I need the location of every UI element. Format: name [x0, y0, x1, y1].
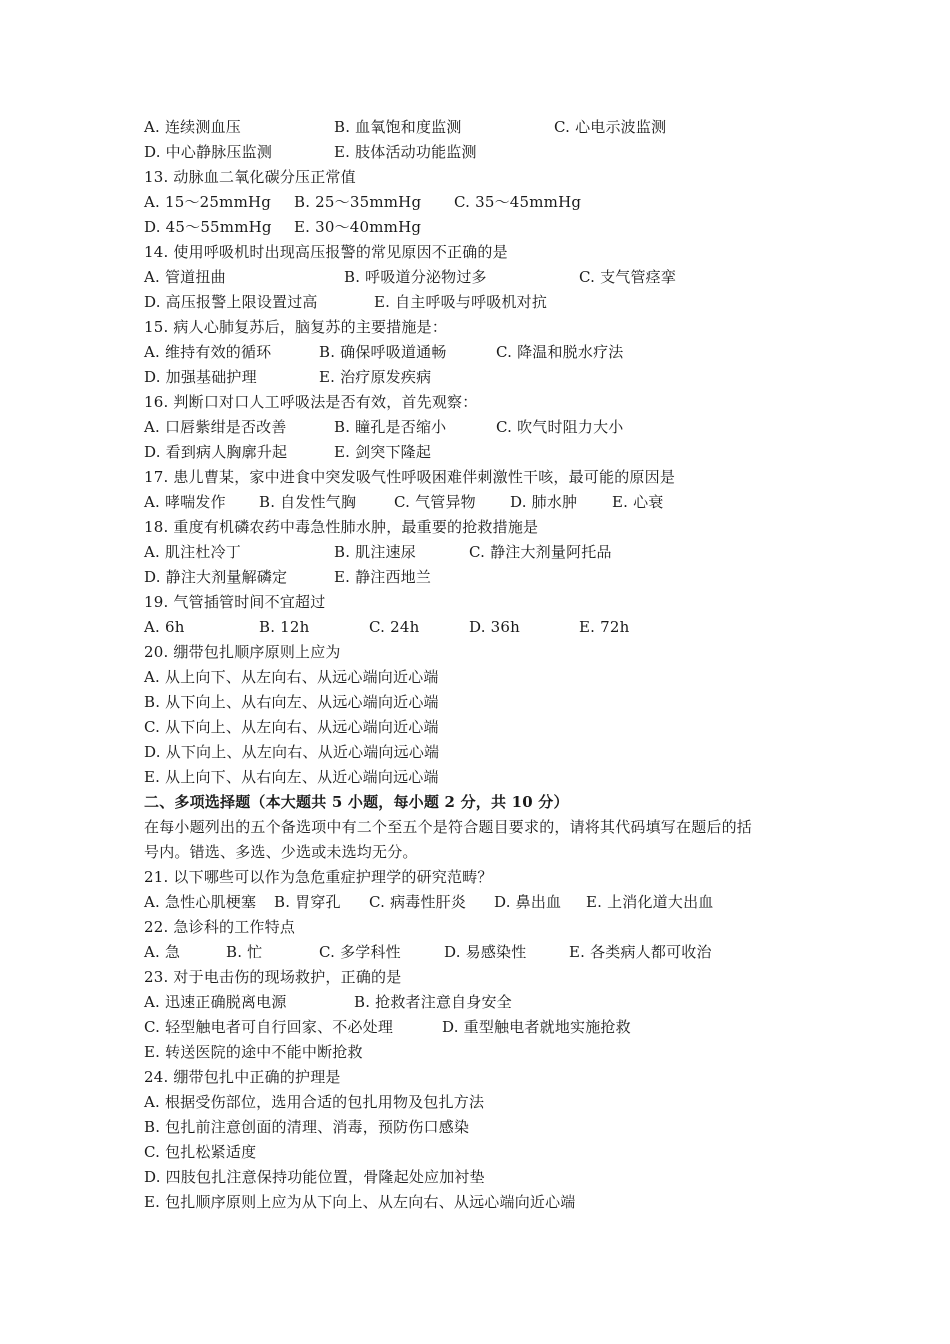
- line-segment: C. 吹气时阻力大小: [496, 418, 624, 436]
- text-line: [144, 1065, 864, 1090]
- line-segment: B. 从下向上、从右向左、从远心端向近心端: [144, 693, 439, 711]
- text-line: [144, 140, 864, 165]
- text-line: [144, 1190, 864, 1215]
- text-line: [144, 790, 864, 815]
- line-segment: 17. 患儿曹某，家中进食中突发吸气性呼吸困难伴刺激性干咳，最可能的原因是: [144, 468, 676, 486]
- text-line: [144, 940, 864, 965]
- text-line: [144, 590, 864, 615]
- line-segment: E. 各类病人都可收治: [569, 943, 712, 961]
- text-line: [144, 240, 864, 265]
- text-line: [144, 815, 864, 840]
- line-segment: 号内。错选、多选、少选或未选均无分。: [144, 843, 418, 861]
- line-segment: 22. 急诊科的工作特点: [144, 918, 296, 936]
- text-line: [144, 290, 864, 315]
- line-segment: E. 从上向下、从右向左、从近心端向远心端: [144, 768, 439, 786]
- text-line: [144, 665, 864, 690]
- line-segment: A. 肌注杜冷丁: [144, 543, 241, 561]
- line-segment: D. 重型触电者就地实施抢救: [442, 1018, 631, 1036]
- line-segment: D. 45～55mmHg: [144, 218, 272, 236]
- line-segment: E. 心衰: [612, 493, 664, 511]
- text-line: [144, 1015, 864, 1040]
- line-segment: A. 连续测血压: [144, 118, 241, 136]
- line-segment: C. 24h: [369, 618, 420, 636]
- line-segment: 在每小题列出的五个备选项中有二个至五个是符合题目要求的，请将其代码填写在题后的括: [144, 818, 753, 836]
- text-line: [144, 715, 864, 740]
- text-line: [144, 390, 864, 415]
- line-segment: 16. 判断口对口人工呼吸法是否有效，首先观察：: [144, 393, 478, 411]
- text-line: [144, 465, 864, 490]
- text-line: [144, 440, 864, 465]
- line-segment: 21. 以下哪些可以作为急危重症护理学的研究范畴？: [144, 868, 493, 886]
- text-line: [144, 565, 864, 590]
- line-segment: C. 静注大剂量阿托品: [469, 543, 612, 561]
- line-segment: B. 自发性气胸: [259, 493, 357, 511]
- text-line: [144, 490, 864, 515]
- line-segment: E. 治疗原发疾病: [319, 368, 432, 386]
- text-line: [144, 740, 864, 765]
- line-segment: A. 6h: [144, 618, 185, 636]
- text-line: [144, 265, 864, 290]
- line-segment: C. 多学科性: [319, 943, 401, 961]
- line-segment: B. 胃穿孔: [274, 893, 341, 911]
- text-line: [144, 1090, 864, 1115]
- text-line: [144, 990, 864, 1015]
- line-segment: D. 四肢包扎注意保持功能位置，骨隆起处应加衬垫: [144, 1168, 485, 1186]
- line-segment: 15. 病人心肺复苏后，脑复苏的主要措施是：: [144, 318, 448, 336]
- line-segment: A. 从上向下、从左向右、从远心端向近心端: [144, 668, 439, 686]
- line-segment: D. 静注大剂量解磷定: [144, 568, 288, 586]
- text-line: [144, 115, 864, 140]
- text-line: [144, 540, 864, 565]
- line-segment: E. 包扎顺序原则上应为从下向上、从左向右、从远心端向近心端: [144, 1193, 576, 1211]
- line-segment: C. 气管异物: [394, 493, 476, 511]
- line-segment: C. 轻型触电者可自行回家、不必处理: [144, 1018, 394, 1036]
- line-segment: A. 迅速正确脱离电源: [144, 993, 287, 1011]
- line-segment: E. 30～40mmHg: [294, 218, 422, 236]
- line-segment: E. 静注西地兰: [334, 568, 432, 586]
- line-segment: B. 确保呼吸道通畅: [319, 343, 447, 361]
- line-segment: C. 心电示波监测: [554, 118, 667, 136]
- line-segment: E. 72h: [579, 618, 630, 636]
- line-segment: B. 抢救者注意自身安全: [354, 993, 512, 1011]
- line-segment: E. 转送医院的途中不能中断抢救: [144, 1043, 363, 1061]
- line-segment: A. 管道扭曲: [144, 268, 226, 286]
- line-segment: 20. 绷带包扎顺序原则上应为: [144, 643, 341, 661]
- line-segment: B. 呼吸道分泌物过多: [344, 268, 487, 286]
- line-segment: C. 病毒性肝炎: [369, 893, 467, 911]
- text-line: [144, 365, 864, 390]
- text-line: [144, 965, 864, 990]
- text-line: [144, 865, 864, 890]
- text-line: [144, 215, 864, 240]
- line-segment: D. 36h: [469, 618, 520, 636]
- line-segment: D. 易感染性: [444, 943, 527, 961]
- line-segment: C. 包扎松紧适度: [144, 1143, 257, 1161]
- text-line: [144, 640, 864, 665]
- text-line: [144, 340, 864, 365]
- line-segment: B. 包扎前注意创面的清理、消毒，预防伤口感染: [144, 1118, 470, 1136]
- line-segment: D. 加强基础护理: [144, 368, 257, 386]
- line-segment: C. 降温和脱水疗法: [496, 343, 624, 361]
- line-segment: A. 哮喘发作: [144, 493, 226, 511]
- line-segment: B. 25～35mmHg: [294, 193, 422, 211]
- line-segment: B. 肌注速尿: [334, 543, 416, 561]
- line-segment: 23. 对于电击伤的现场救护，正确的是: [144, 968, 402, 986]
- text-line: [144, 690, 864, 715]
- line-segment: C. 支气管痉挛: [579, 268, 677, 286]
- line-segment: 19. 气管插管时间不宜超过: [144, 593, 326, 611]
- line-segment: 二、多项选择题（本大题共 5 小题，每小题 2 分，共 10 分）: [144, 793, 569, 811]
- line-segment: E. 剑突下隆起: [334, 443, 432, 461]
- line-segment: C. 从下向上、从左向右、从远心端向近心端: [144, 718, 439, 736]
- line-segment: A. 急: [144, 943, 181, 961]
- line-segment: E. 上消化道大出血: [586, 893, 714, 911]
- text-line: [144, 840, 864, 865]
- text-line: [144, 615, 864, 640]
- text-line: [144, 1140, 864, 1165]
- line-segment: B. 血氧饱和度监测: [334, 118, 462, 136]
- line-segment: 18. 重度有机磷农药中毒急性肺水肿，最重要的抢救措施是: [144, 518, 539, 536]
- line-segment: D. 中心静脉压监测: [144, 143, 273, 161]
- text-line: [144, 190, 864, 215]
- text-line: [144, 415, 864, 440]
- line-segment: D. 高压报警上限设置过高: [144, 293, 318, 311]
- line-segment: D. 肺水肿: [510, 493, 578, 511]
- line-segment: A. 口唇紫绀是否改善: [144, 418, 287, 436]
- text-line: [144, 515, 864, 540]
- line-segment: C. 35～45mmHg: [454, 193, 582, 211]
- text-line: [144, 1115, 864, 1140]
- line-segment: A. 15～25mmHg: [144, 193, 272, 211]
- line-segment: 24. 绷带包扎中正确的护理是: [144, 1068, 341, 1086]
- text-line: [144, 1040, 864, 1065]
- line-segment: E. 肢体活动功能监测: [334, 143, 477, 161]
- line-segment: 14. 使用呼吸机时出现高压报警的常见原因不正确的是: [144, 243, 508, 261]
- line-segment: D. 鼻出血: [494, 893, 562, 911]
- text-line: [144, 915, 864, 940]
- text-line: [144, 165, 864, 190]
- line-segment: A. 根据受伤部位，选用合适的包扎用物及包扎方法: [144, 1093, 485, 1111]
- line-segment: 13. 动脉血二氧化碳分压正常值: [144, 168, 356, 186]
- text-line: [144, 315, 864, 340]
- text-line: [144, 890, 864, 915]
- line-segment: E. 自主呼吸与呼吸机对抗: [374, 293, 548, 311]
- line-segment: B. 12h: [259, 618, 310, 636]
- line-segment: D. 看到病人胸廓升起: [144, 443, 288, 461]
- text-line: [144, 765, 864, 790]
- text-line: [144, 1165, 864, 1190]
- line-segment: B. 忙: [226, 943, 263, 961]
- line-segment: A. 急性心肌梗塞: [144, 893, 257, 911]
- line-segment: A. 维持有效的循环: [144, 343, 272, 361]
- line-segment: D. 从下向上、从左向右、从近心端向远心端: [144, 743, 440, 761]
- line-segment: B. 瞳孔是否缩小: [334, 418, 447, 436]
